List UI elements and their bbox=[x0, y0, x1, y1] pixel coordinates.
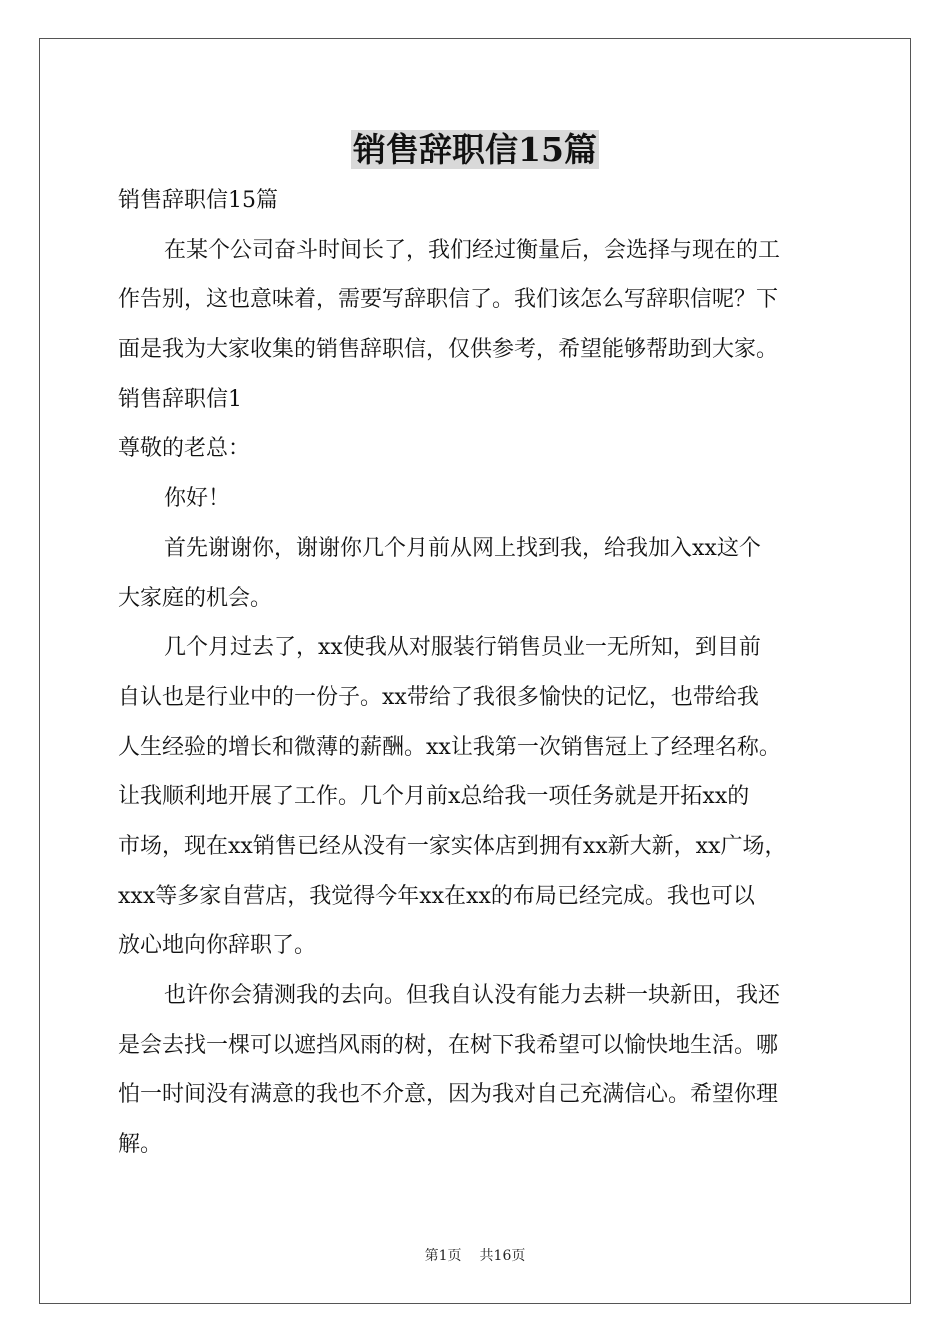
body-line: 解。 bbox=[118, 1132, 163, 1158]
body-line: 市场，现在xx销售已经从没有一家实体店到拥有xx新大新，xx广场， bbox=[118, 833, 787, 859]
body-line: 面是我为大家收集的销售辞职信，仅供参考，希望能够帮助到大家。 bbox=[118, 337, 779, 363]
document-title-text: 销售辞职信15篇 bbox=[353, 130, 597, 169]
body-line: 几个月过去了，xx使我从对服装行销售员业一无所知，到目前 bbox=[164, 635, 761, 661]
body-line: 自认也是行业中的一份子。xx带给了我很多愉快的记忆，也带给我 bbox=[118, 684, 759, 710]
body-line: 也许你会猜测我的去向。但我自认没有能力去耕一块新田，我还 bbox=[164, 983, 781, 1008]
body-line: 大家庭的机会。 bbox=[118, 585, 273, 611]
body-line: 让我顺利地开展了工作。几个月前x总给我一项任务就是开拓xx的 bbox=[118, 784, 750, 810]
body-line: xxx等多家自营店，我觉得今年xx在xx的布局已经完成。我也可以 bbox=[118, 883, 755, 909]
body-line: 你好！ bbox=[164, 486, 231, 512]
page-number: 第1页 bbox=[424, 1248, 462, 1264]
body-line: 作告别，这也意味着，需要写辞职信了。我们该怎么写辞职信呢？下 bbox=[118, 287, 779, 313]
body-line: 在某个公司奋斗时间长了，我们经过衡量后，会选择与现在的工 bbox=[164, 237, 781, 263]
body-line: 放心地向你辞职了。 bbox=[118, 933, 317, 959]
body-line: 首先谢谢你，谢谢你几个月前从网上找到我，给我加入xx这个 bbox=[164, 535, 761, 561]
body-line: 是会去找一棵可以遮挡风雨的树，在树下我希望可以愉快地生活。哪 bbox=[118, 1032, 779, 1058]
body-line: 人生经验的增长和微薄的薪酬。xx让我第一次销售冠上了经理名称。 bbox=[118, 734, 781, 760]
document-body bbox=[118, 176, 838, 1170]
document-title bbox=[0, 126, 950, 174]
page-total: 共16页 bbox=[479, 1248, 526, 1264]
page-footer bbox=[0, 1246, 950, 1266]
body-line: 销售辞职信15篇 bbox=[118, 188, 278, 213]
body-line: 尊敬的老总： bbox=[118, 436, 251, 462]
body-line: 销售辞职信1 bbox=[118, 386, 242, 412]
body-line: 怕一时间没有满意的我也不介意，因为我对自己充满信心。希望你理 bbox=[118, 1082, 779, 1108]
